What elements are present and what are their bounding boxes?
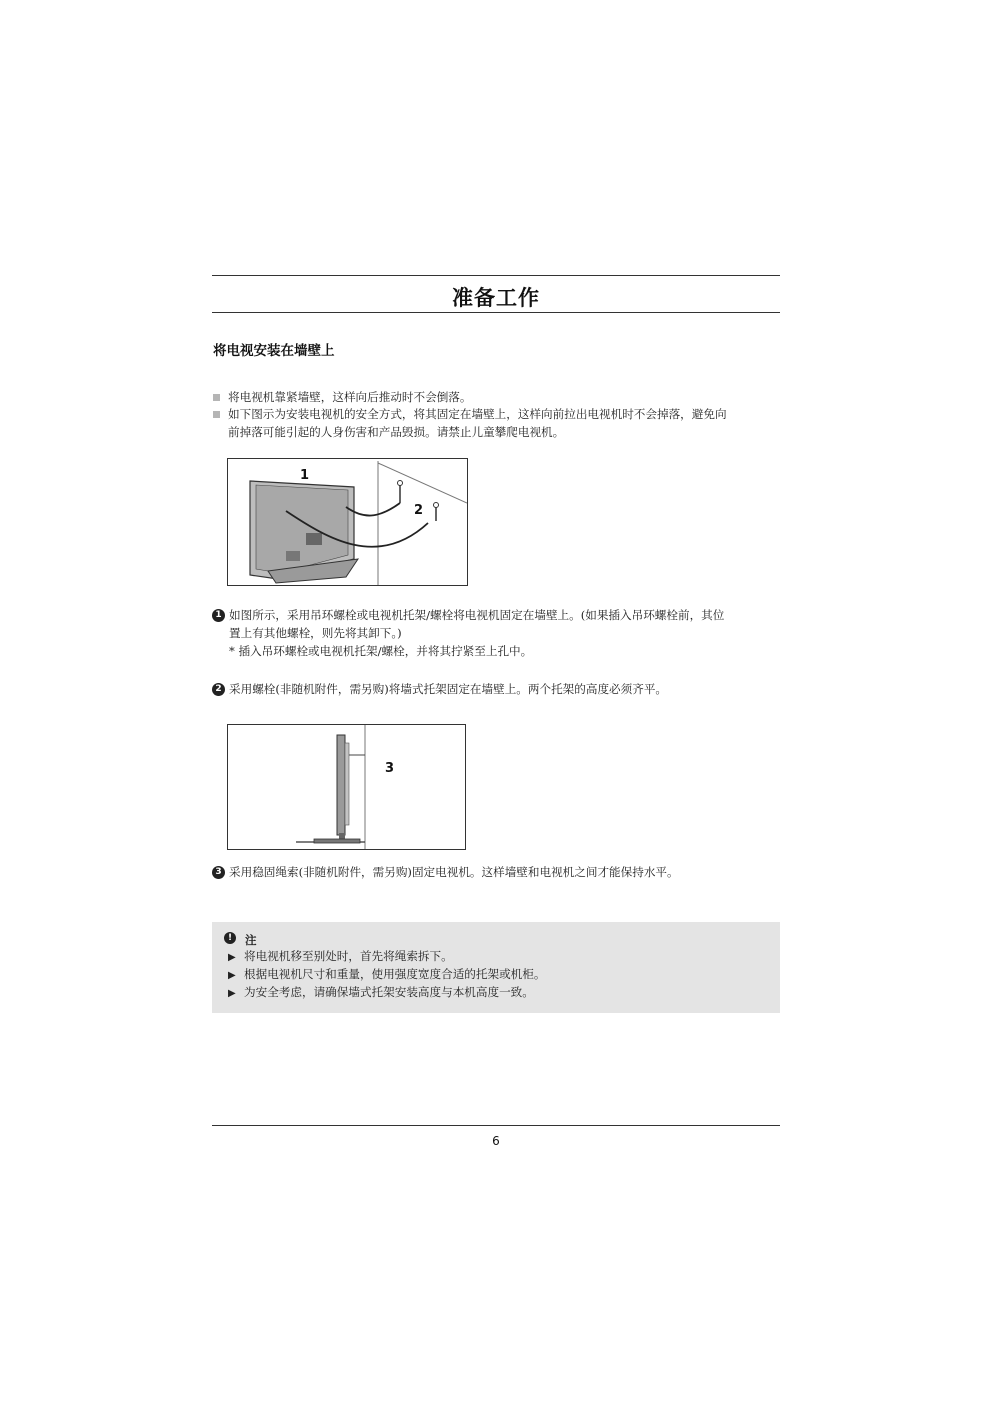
- page-title: 准备工作: [452, 286, 540, 310]
- figure1-label-2: 2: [414, 503, 424, 518]
- bullet-text-2-line-2: 前掉落可能引起的人身伤害和产品毁损。请禁止儿童攀爬电视机。: [228, 425, 565, 439]
- step-1-text-line-1: 如图所示，采用吊环螺栓或电视机托架/螺栓将电视机固定在墙壁上。(如果插入吊环螺栓前，其位: [229, 608, 725, 622]
- wall-bracket-upper-eye: [398, 481, 403, 486]
- tv-stand-base: [314, 839, 360, 843]
- note-item-3-text: 为安全考虑，请确保墙式托架安装高度与本机高度一致。: [244, 985, 534, 999]
- note-box: [212, 922, 780, 1013]
- tv-side-profile: [337, 735, 345, 835]
- note-item-3: [228, 983, 534, 1003]
- bullet-text-2-line-1: 如下图示为安装电视机的安全方式，将其固定在墙壁上，这样向前拉出电视机时不会掉落，避免向: [228, 407, 727, 421]
- step-2-text: 采用螺栓(非随机附件，需另购)将墙式托架固定在墙壁上。两个托架的高度必须齐平。: [229, 682, 668, 696]
- arrow-right-icon: ▶: [228, 988, 236, 999]
- bullet-square-icon: [213, 411, 220, 418]
- figure2-label-3: 3: [385, 761, 395, 776]
- step-1-text-line-2: 置上有其他螺栓，则先将其卸下。): [229, 626, 402, 640]
- tv-side-back: [345, 743, 349, 825]
- tv-wall-cord-illustration: [228, 459, 467, 585]
- tv-side-view-illustration: [228, 725, 465, 849]
- step-3-text: 采用稳固绳索(非随机附件，需另购)固定电视机。这样墙壁和电视机之间才能保持水平。: [229, 865, 679, 879]
- note-item-2-text: 根据电视机尺寸和重量，使用强度宽度合适的托架或机柜。: [244, 967, 546, 981]
- section-heading: 将电视安装在墙壁上: [213, 343, 335, 359]
- bullet-text-1: 将电视机靠紧墙壁，这样向后推动时不会倒落。: [228, 390, 472, 404]
- note-item-1: [228, 947, 453, 967]
- note-item-1-text: 将电视机移至别处时，首先将绳索拆下。: [244, 949, 453, 963]
- footer-rule: [212, 1125, 780, 1126]
- wall-bracket-lower-eye: [434, 503, 439, 508]
- step-2-marker: 2: [212, 683, 225, 696]
- note-warning-icon: !: [224, 932, 236, 944]
- figure1-label-1: 1: [300, 468, 310, 483]
- wall-top-edge: [378, 463, 467, 503]
- figure-tv-wall-cord: [227, 458, 468, 586]
- tv-port-block-2: [286, 551, 300, 561]
- step-1-marker: 1: [212, 609, 225, 622]
- arrow-right-icon: ▶: [228, 970, 236, 981]
- header-bottom-rule: [212, 312, 780, 313]
- bullet-square-icon: [213, 394, 220, 401]
- header-top-rule: [212, 275, 780, 276]
- tv-port-block: [306, 533, 322, 545]
- note-title: 注: [245, 933, 257, 947]
- note-item-2: [228, 965, 545, 985]
- step-1-subnote: * 插入吊环螺栓或电视机托架/螺栓，并将其拧紧至上孔中。: [229, 644, 533, 658]
- step-3-marker: 3: [212, 866, 225, 879]
- page-number: 6: [492, 1134, 500, 1148]
- arrow-right-icon: ▶: [228, 952, 236, 963]
- figure-tv-side-view: [227, 724, 466, 850]
